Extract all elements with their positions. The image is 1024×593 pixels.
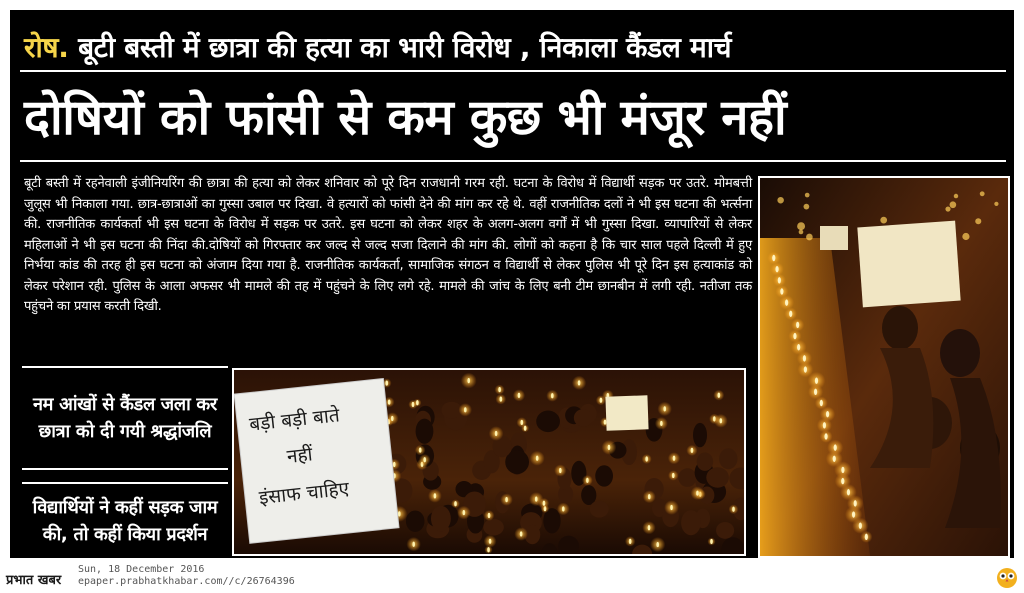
placard-line-1: बड़ी बड़ी बाते: [248, 404, 341, 436]
headline: दोषियों को फांसी से कम कुछ भी मंजूर नहीं: [24, 89, 787, 146]
owl-mascot-icon: [996, 566, 1018, 588]
vigil-photo: [758, 176, 1010, 558]
kicker-text: बूटी बस्ती में छात्रा की हत्या का भारी विरोध , निकाला कैंडल मार्च: [78, 31, 732, 64]
caption-box-2: [22, 482, 228, 560]
caption-box-1: [22, 366, 228, 470]
divider-rule: [20, 160, 1006, 162]
article-body: बूटी बस्ती में रहनेवाली इंजीनियरिंग की छात्रा की हत्या को लेकर शनिवार को पूरे दिन राजधानी गरम रही. घटना के विरोध में विद्यार्थी सड़क पर उतरे. मोमबत्ती जुलूस भी निकाला गया. छात्र-छात्राओं का गुस्सा उबाल पर दिखा. वे हत्यारों को फांसी देने की मांग कर रहे थे. वहीं राजनीतिक दलों ने भी इस घटना की भर्त्सना की. राजनीतिक कार्यकर्ता भी इस घटना के विरोध में सड़क पर उतरे. इस घटना को लेकर शहर के अलग-अलग वर्गों में भी गुस्सा दिखा. व्यापारियों से लेकर महिलाओं ने भी इस घटना की निंदा की.दोषियों को गिरफ्तार कर जल्द से जल्द सजा दिलाने की मांग की. लोगों को कहना है कि चार साल पहले दिल्ली में हुए निर्भया कांड की तरह ही इस घटना को अंजाम दिया गया है. राजनीतिक कार्यकर्ता, सामाजिक संगठन व विद्यार्थी से लेकर पुलिस भी पूरे दिन इस हत्याकांड को लेकर परेशान रही. पुलिस के आला अफसर भी मामले की तह में पहुंचने के लिए लगे रहे. मामले की जांच के लिए बनी टीम छानबीन में लगी रही. नतीजा तक पहुंचने का प्रयास करती दिखी.: [24, 176, 752, 314]
logo-text: प्रभात खबर: [6, 573, 62, 588]
caption-2-text: विद्यार्थियों ने कहीं सड़क जाम की, तो कहीं किया प्रदर्शन: [32, 497, 218, 545]
newspaper-logo: [6, 570, 61, 588]
newspaper-clipping: [8, 8, 1016, 560]
edition-url[interactable]: epaper.prabhatkhabar.com//c/26764396: [78, 576, 295, 587]
kicker-line: [24, 28, 731, 66]
protest-placard: [234, 378, 399, 543]
placard-line-2: नहीं: [285, 443, 314, 468]
edition-date: Sun, 18 December 2016: [78, 564, 205, 575]
caption-1-text: नम आंखों से कैंडल जला कर छात्रा को दी गयी श्रद्धांजलि: [32, 394, 217, 442]
edition-meta: [78, 564, 295, 588]
placard-line-3: इंसाफ चाहिए: [258, 477, 351, 510]
divider-rule: [20, 70, 1006, 72]
crowd-photo: [232, 368, 746, 556]
vigil-photo-art: [760, 178, 1008, 556]
crowd-photo-art: [234, 370, 744, 554]
kicker-label: रोष.: [24, 31, 69, 64]
